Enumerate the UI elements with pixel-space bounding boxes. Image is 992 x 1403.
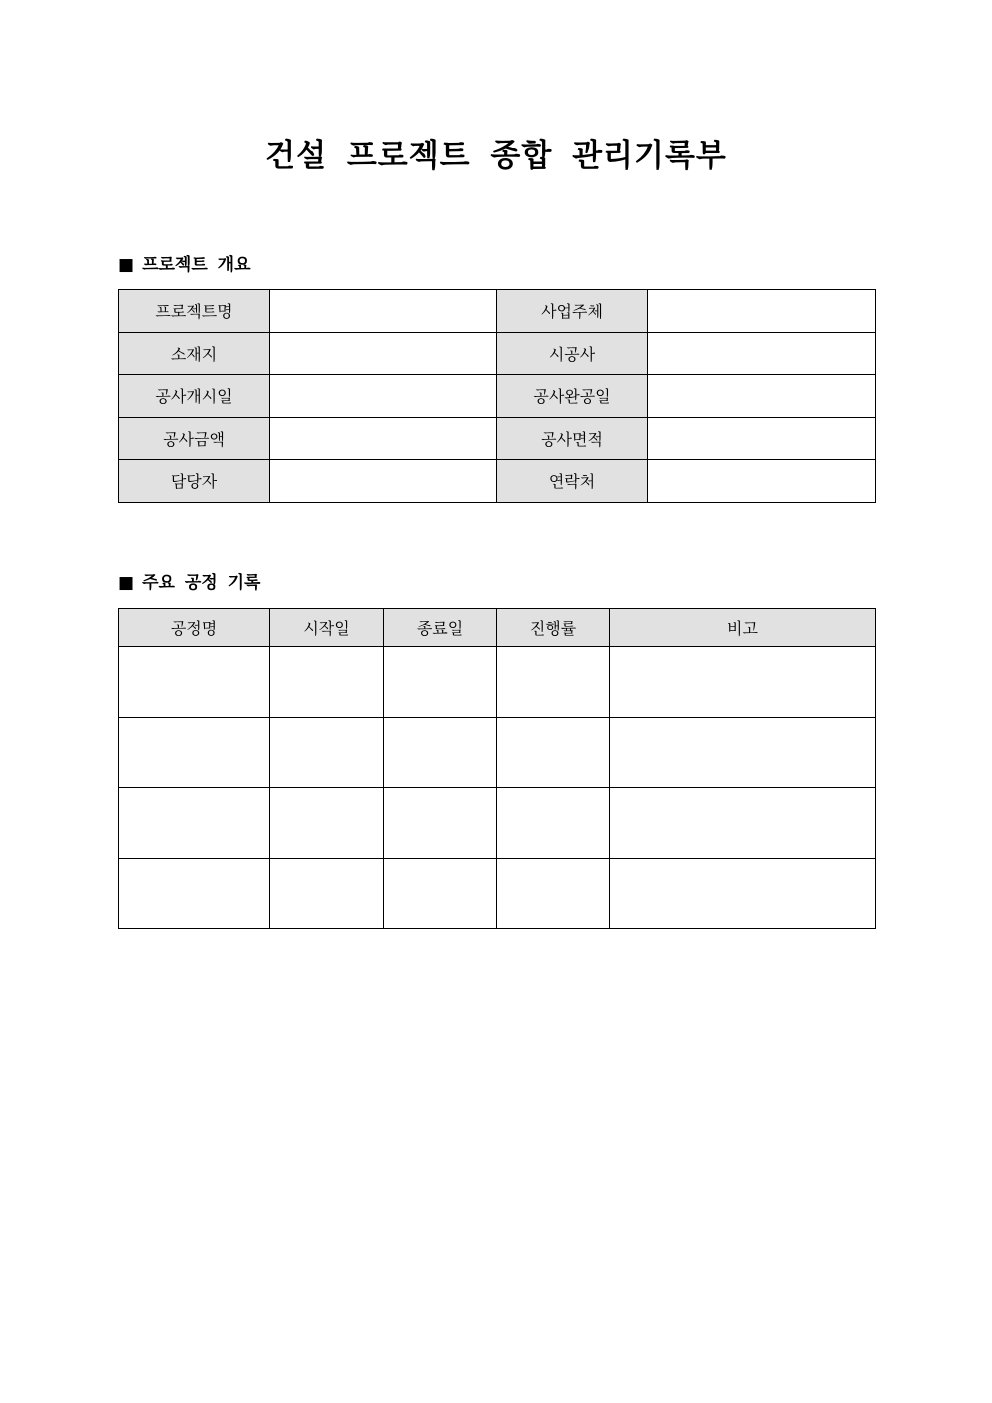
process-name-cell[interactable] [119, 788, 270, 859]
table-header-row [119, 609, 876, 647]
start-date-label: 공사개시일 [119, 375, 270, 418]
contact-label: 연락처 [497, 460, 648, 503]
start-date-field[interactable] [270, 375, 497, 418]
table-row [119, 460, 876, 503]
completion-date-label: 공사완공일 [497, 375, 648, 418]
square-bullet-icon: ■ [118, 573, 135, 593]
progress-cell[interactable] [497, 717, 610, 788]
manager-field[interactable] [270, 460, 497, 503]
square-bullet-icon: ■ [118, 255, 135, 275]
contact-field[interactable] [648, 460, 876, 503]
processes-heading-text: 주요 공정 기록 [142, 573, 261, 593]
remarks-cell[interactable] [610, 788, 876, 859]
remarks-cell[interactable] [610, 717, 876, 788]
table-row [119, 290, 876, 333]
completion-date-field[interactable] [648, 375, 876, 418]
project-name-label: 프로젝트명 [119, 290, 270, 333]
construction-area-label: 공사면적 [497, 417, 648, 460]
start-date-cell[interactable] [270, 647, 384, 718]
process-name-cell[interactable] [119, 647, 270, 718]
end-date-cell[interactable] [384, 717, 497, 788]
contract-amount-field[interactable] [270, 417, 497, 460]
manager-label: 담당자 [119, 460, 270, 503]
contractor-field[interactable] [648, 332, 876, 375]
table-row [119, 858, 876, 929]
column-header-start-date: 시작일 [270, 609, 384, 647]
end-date-cell[interactable] [384, 788, 497, 859]
project-overview-table [118, 289, 876, 503]
column-header-end-date: 종료일 [384, 609, 497, 647]
project-name-field[interactable] [270, 290, 497, 333]
end-date-cell[interactable] [384, 647, 497, 718]
table-row [119, 788, 876, 859]
column-header-progress: 진행률 [497, 609, 610, 647]
end-date-cell[interactable] [384, 858, 497, 929]
start-date-cell[interactable] [270, 788, 384, 859]
document-title: 건설 프로젝트 종합 관리기록부 [265, 138, 727, 174]
start-date-cell[interactable] [270, 717, 384, 788]
major-process-table [118, 608, 876, 929]
column-header-remarks: 비고 [610, 609, 876, 647]
table-row [119, 647, 876, 718]
start-date-cell[interactable] [270, 858, 384, 929]
construction-area-field[interactable] [648, 417, 876, 460]
location-field[interactable] [270, 332, 497, 375]
table-row [119, 332, 876, 375]
process-name-cell[interactable] [119, 858, 270, 929]
column-header-process-name: 공정명 [119, 609, 270, 647]
contract-amount-label: 공사금액 [119, 417, 270, 460]
contractor-label: 시공사 [497, 332, 648, 375]
progress-cell[interactable] [497, 858, 610, 929]
developer-label: 사업주체 [497, 290, 648, 333]
remarks-cell[interactable] [610, 647, 876, 718]
processes-section-heading [118, 571, 260, 595]
overview-heading-text: 프로젝트 개요 [142, 255, 251, 275]
overview-section-heading [118, 253, 251, 277]
progress-cell[interactable] [497, 647, 610, 718]
process-name-cell[interactable] [119, 717, 270, 788]
table-row [119, 375, 876, 418]
location-label: 소재지 [119, 332, 270, 375]
developer-field[interactable] [648, 290, 876, 333]
table-row [119, 417, 876, 460]
table-row [119, 717, 876, 788]
remarks-cell[interactable] [610, 858, 876, 929]
progress-cell[interactable] [497, 788, 610, 859]
